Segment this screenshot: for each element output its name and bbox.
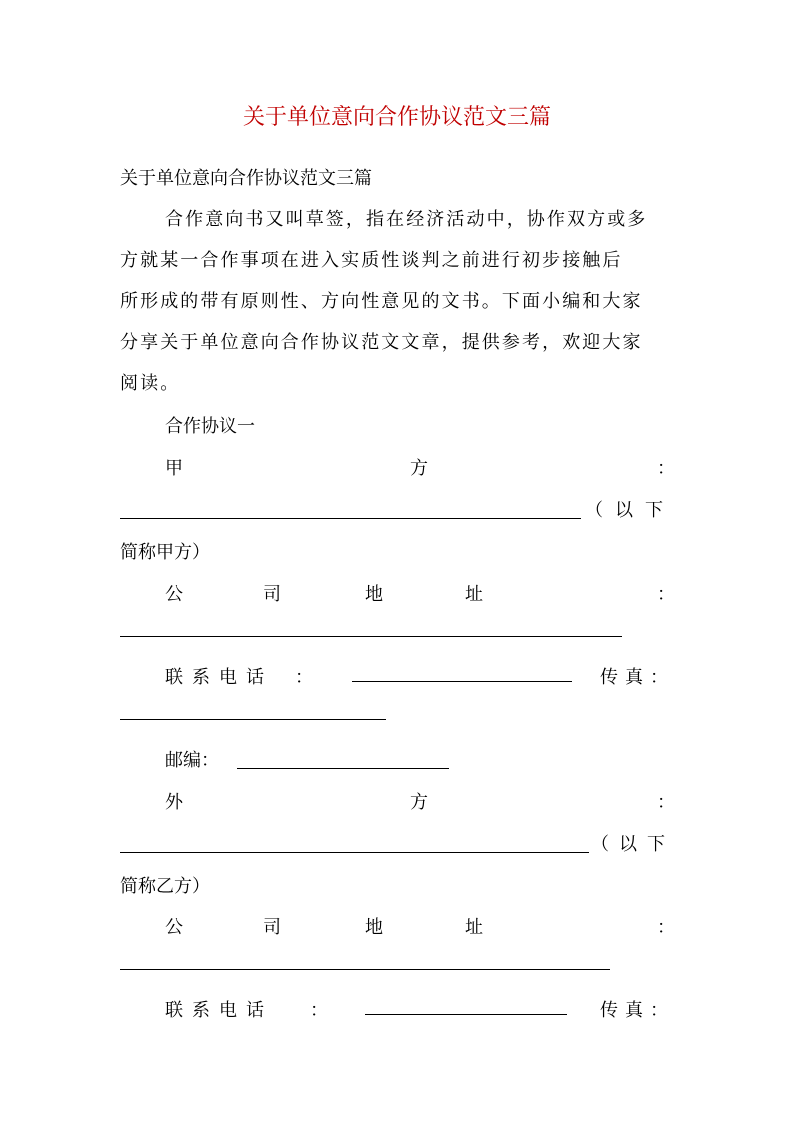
address-a-char2: 司 <box>263 584 281 605</box>
address-b-char4: 址 <box>465 917 483 938</box>
address-b-char3: 地 <box>365 917 383 938</box>
address-a-blank[interactable] <box>120 622 622 637</box>
intro-line-1: 合作意向书又叫草签，指在经济活动中，协作双方或多 <box>165 209 648 230</box>
intro-line-2: 方就某一合作事项在进入实质性谈判之前进行初步接触后 <box>120 250 623 271</box>
party-a-suffix: （以下 <box>585 500 675 521</box>
address-b-char2: 司 <box>263 917 281 938</box>
address-a-field-row <box>120 622 675 637</box>
party-b-blank[interactable] <box>120 838 589 853</box>
address-a-char1: 公 <box>165 584 183 605</box>
section-heading: 合作协议一 <box>165 416 255 437</box>
postcode-label: 邮编： <box>165 750 219 771</box>
address-b-colon: ： <box>657 917 675 938</box>
party-a-field-row <box>120 496 675 526</box>
document-title: 关于单位意向合作协议范文三篇 <box>242 105 551 130</box>
contact-a-fax-label: 传真： <box>600 667 675 688</box>
party-a-blank[interactable] <box>120 504 581 519</box>
contact-a-colon: ： <box>295 667 313 688</box>
address-a-char3: 地 <box>365 584 383 605</box>
address-b-blank[interactable] <box>120 955 610 970</box>
address-a-char4: 址 <box>465 584 483 605</box>
document-subtitle: 关于单位意向合作协议范文三篇 <box>120 168 372 189</box>
contact-b-fax-label: 传真： <box>600 1000 675 1021</box>
contact-a-phone-blank[interactable] <box>352 667 572 682</box>
party-a-note: 简称甲方） <box>120 542 210 563</box>
party-b-colon: ： <box>657 792 675 813</box>
address-b-char1: 公 <box>165 917 183 938</box>
intro-line-5: 阅读。 <box>120 373 181 394</box>
contact-b-phone-label: 联系电话 <box>165 1000 273 1021</box>
contact-a-phone-label: 联系电话 <box>165 667 273 688</box>
address-b-field-row <box>120 955 675 970</box>
party-a-colon: ： <box>657 458 675 479</box>
party-a-char2: 方 <box>410 458 428 479</box>
party-b-suffix: （以下 <box>591 834 675 855</box>
party-a-char1: 甲 <box>165 458 183 479</box>
contact-b-phone-blank[interactable] <box>365 1000 567 1015</box>
postcode-row <box>165 746 675 776</box>
party-b-char1: 外 <box>165 792 183 813</box>
contact-a-fax-row <box>120 705 675 720</box>
intro-line-4: 分享关于单位意向合作协议范文文章，提供参考，欢迎大家 <box>120 332 643 353</box>
postcode-blank[interactable] <box>237 754 449 769</box>
party-b-field-row <box>120 830 675 860</box>
contact-b-colon: ： <box>310 1000 328 1021</box>
party-b-char2: 方 <box>410 792 428 813</box>
address-a-colon: ： <box>657 584 675 605</box>
contact-a-fax-blank[interactable] <box>120 705 386 720</box>
party-b-note: 简称乙方） <box>120 876 210 897</box>
intro-line-3: 所形成的带有原则性、方向性意见的文书。下面小编和大家 <box>120 291 643 312</box>
